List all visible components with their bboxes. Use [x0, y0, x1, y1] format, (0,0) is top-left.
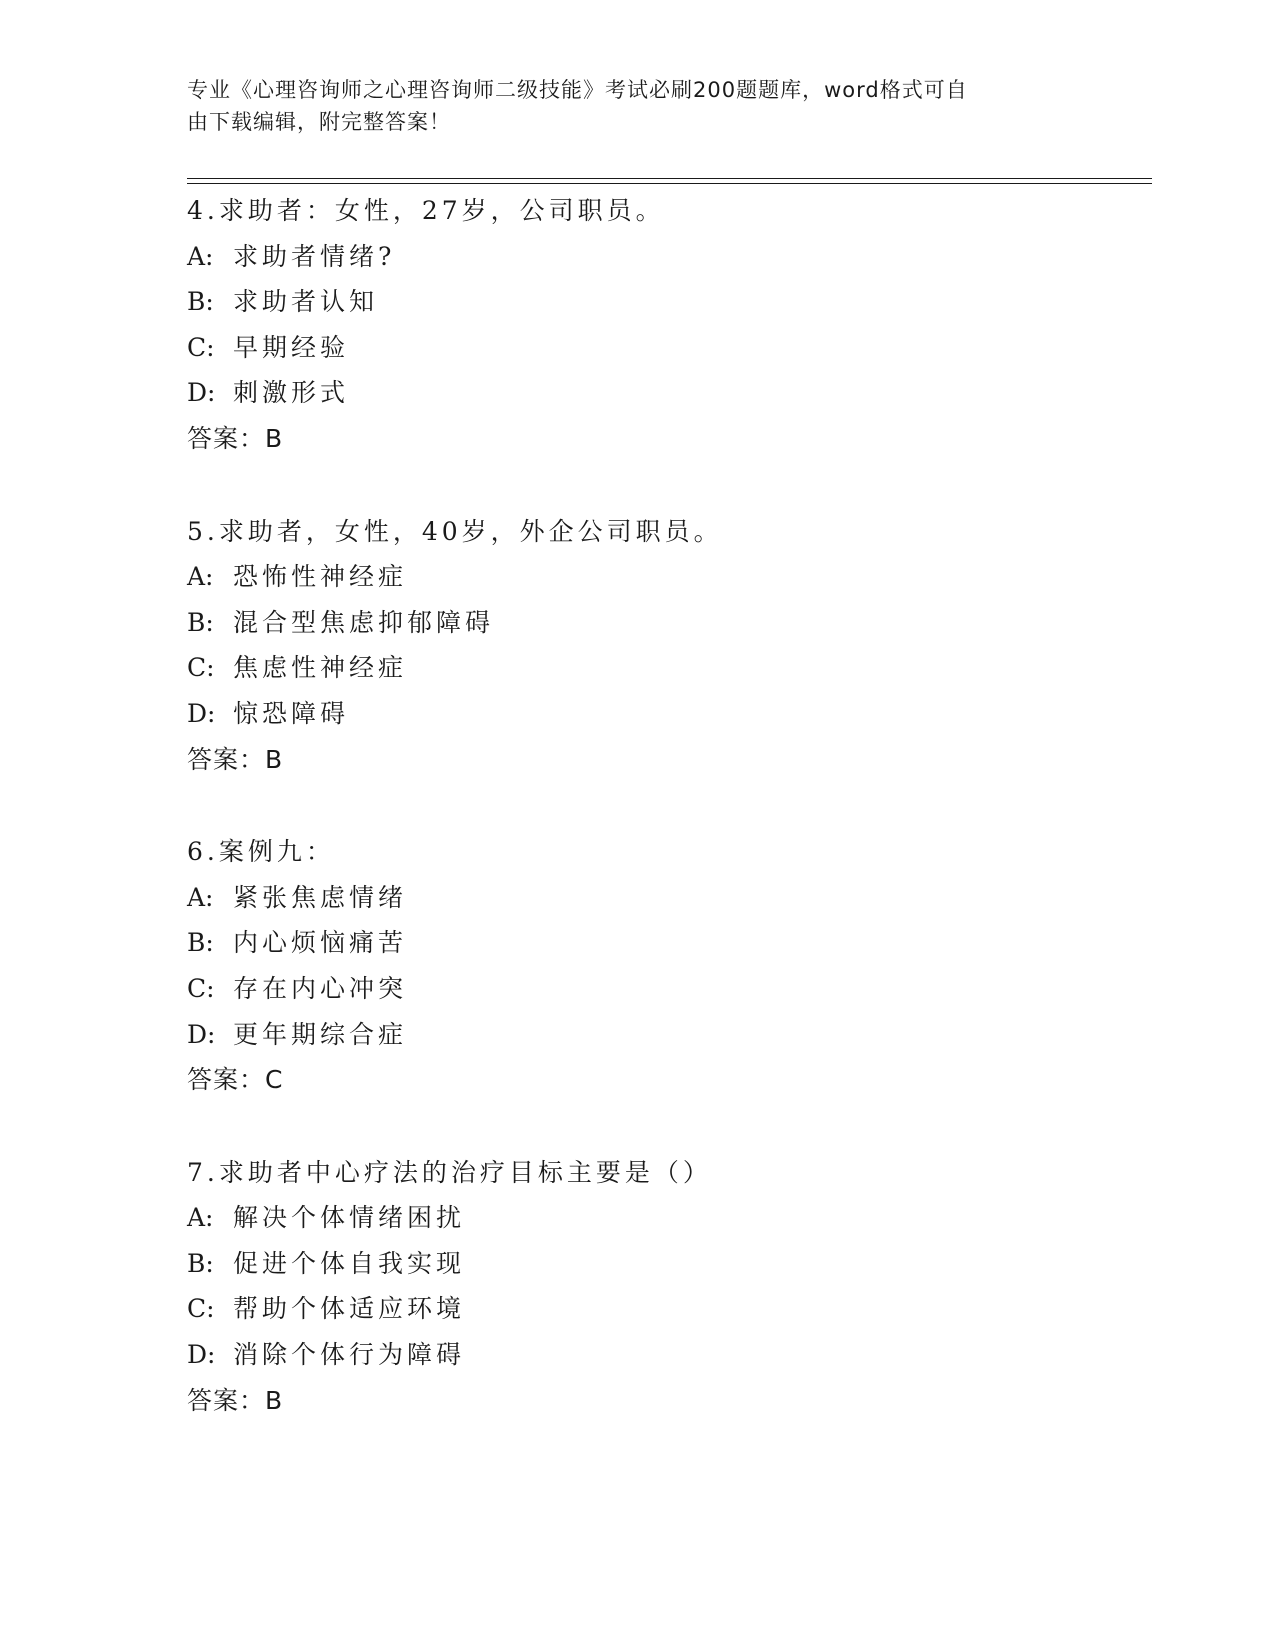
option-text: 消除个体行为障碍	[233, 1340, 466, 1370]
option-text: 焦虑性神经症	[233, 653, 408, 683]
answer-value: B	[265, 744, 284, 774]
question-6	[187, 829, 1152, 1103]
question-4	[187, 188, 1152, 462]
answer-label: 答案：	[187, 1065, 266, 1095]
option-letter: C:	[187, 332, 215, 362]
header-divider-top	[187, 178, 1152, 179]
option-b	[187, 600, 1152, 646]
option-letter: D:	[187, 1340, 216, 1370]
answer-value: B	[265, 423, 284, 453]
option-letter: D:	[187, 698, 216, 728]
question-stem: 4.求助者：女性，27岁，公司职员。	[187, 196, 665, 225]
option-text: 恐怖性神经症	[233, 562, 408, 592]
header-divider-bottom	[187, 183, 1152, 184]
option-a	[187, 234, 1152, 280]
answer-line	[187, 737, 1152, 783]
option-text: 促进个体自我实现	[233, 1248, 466, 1278]
option-text: 更年期综合症	[233, 1019, 408, 1049]
option-a	[187, 875, 1152, 921]
question-list	[187, 188, 1152, 1470]
answer-label: 答案：	[187, 1385, 266, 1415]
option-c	[187, 645, 1152, 691]
option-text: 刺激形式	[233, 378, 350, 408]
option-text: 早期经验	[233, 332, 350, 362]
question-7	[187, 1150, 1152, 1424]
document-header	[187, 74, 1067, 138]
option-text: 解决个体情绪困扰	[233, 1203, 466, 1233]
option-letter: B:	[187, 287, 214, 317]
option-text: 紧张焦虑情绪	[233, 882, 408, 912]
option-text: 帮助个体适应环境	[233, 1294, 466, 1324]
question-stem: 5.求助者，女性，40岁，外企公司职员。	[187, 516, 723, 546]
answer-value: C	[265, 1065, 284, 1095]
option-a	[187, 554, 1152, 600]
option-d	[187, 691, 1152, 737]
header-line-1: 专业《心理咨询师之心理咨询师二级技能》考试必刷200题题库，word格式可自	[187, 78, 968, 102]
option-letter: C:	[187, 653, 215, 683]
question-stem: 7.求助者中心疗法的治疗目标主要是（）	[187, 1157, 712, 1187]
option-letter: A:	[187, 562, 214, 592]
option-letter: B:	[187, 1248, 214, 1278]
option-letter: D:	[187, 378, 216, 408]
option-text: 存在内心冲突	[233, 973, 408, 1003]
answer-line	[187, 416, 1152, 462]
option-letter: A:	[187, 1203, 214, 1233]
option-c	[187, 1286, 1152, 1332]
option-letter: D:	[187, 1019, 216, 1049]
option-d	[187, 1012, 1152, 1058]
answer-label: 答案：	[187, 423, 266, 453]
answer-value: B	[265, 1385, 284, 1415]
answer-label: 答案：	[187, 744, 266, 774]
option-d	[187, 370, 1152, 416]
answer-line	[187, 1378, 1152, 1424]
option-c	[187, 966, 1152, 1012]
option-a	[187, 1195, 1152, 1241]
option-letter: A:	[187, 241, 214, 271]
header-line-2: 由下载编辑，附完整答案！	[187, 110, 451, 134]
answer-line	[187, 1057, 1152, 1103]
option-text: 内心烦恼痛苦	[233, 928, 408, 958]
option-text: 求助者认知	[233, 287, 379, 317]
option-b	[187, 1241, 1152, 1287]
option-letter: C:	[187, 1294, 215, 1324]
option-text: 惊恐障碍	[233, 698, 350, 728]
option-b	[187, 920, 1152, 966]
question-5	[187, 509, 1152, 783]
option-d	[187, 1332, 1152, 1378]
option-text: 混合型焦虑抑郁障碍	[233, 607, 495, 637]
option-b	[187, 279, 1152, 325]
option-letter: A:	[187, 882, 214, 912]
option-c	[187, 325, 1152, 371]
option-letter: B:	[187, 928, 214, 958]
option-text: 求助者情绪?	[233, 241, 396, 271]
question-stem: 6.案例九：	[187, 837, 335, 867]
option-letter: C:	[187, 973, 215, 1003]
option-letter: B:	[187, 607, 214, 637]
